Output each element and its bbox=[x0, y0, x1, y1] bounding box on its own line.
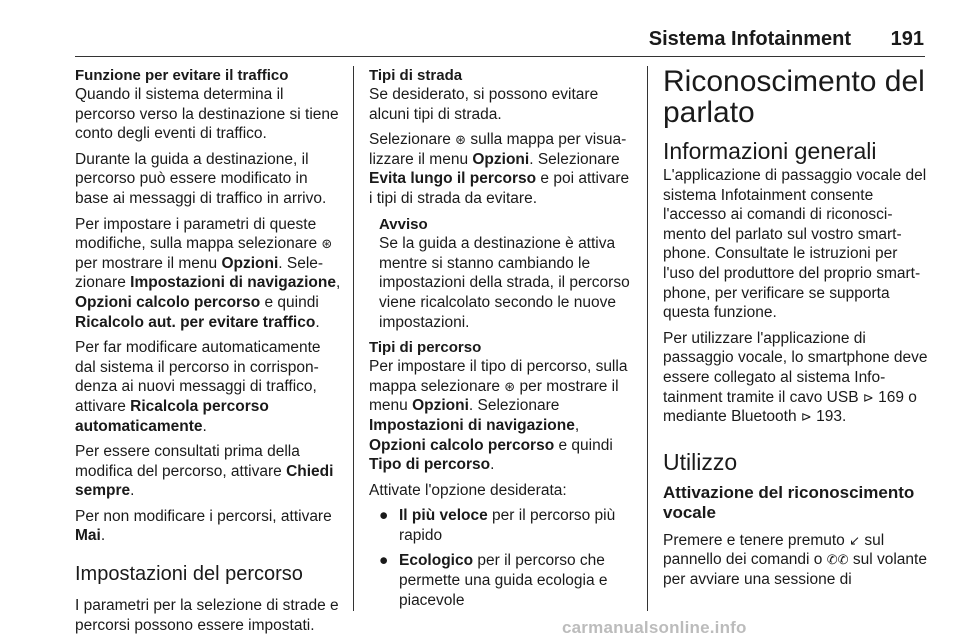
paragraph: Per far modificare automaticamente dal sistema il percorso in corrispon-denza ai nuovi messaggi di traffico, attivare Ricalcola percorso automaticamente. bbox=[75, 339, 321, 435]
activation-heading: Attivazione del riconoscimento vocale bbox=[663, 482, 915, 522]
page-ref-icon: ⊳ bbox=[862, 389, 874, 405]
route-types-heading: Tipi di percorso bbox=[369, 339, 482, 357]
page-ref-icon: ⊳ bbox=[800, 409, 812, 425]
steering-voice-icon: ✆✆ bbox=[826, 552, 849, 568]
page-number: 191 bbox=[890, 28, 924, 50]
paragraph: Premere e tenere premuto ↙ sul pannello dei comandi o ✆✆ sul volante per avviare una sessione di bbox=[663, 531, 927, 588]
paragraph: Per essere consultati prima della modifica del percorso, attivare Chiedi sempre. bbox=[75, 443, 334, 500]
paragraph: Selezionare ⊛ sulla mappa per visua-lizzare il menu Opzioni. Selezionare Evita lungo il percorso e poi attivare i tipi di strada da evitare. bbox=[369, 131, 630, 207]
gear-icon: ⊛ bbox=[321, 236, 333, 252]
bullet-icon: ● bbox=[379, 507, 389, 525]
section-title: Riconoscimento del parlato bbox=[663, 65, 925, 129]
paragraph: L'applicazione di passaggio vocale del sistema Infotainment consente l'accesso ai comandi di riconosci-mento del parlato sul vostro smart-phone. Consultate le istruzioni per l'uso del produttore del proprio smart-phone, per verificare se supporta questa funzione. bbox=[663, 167, 927, 322]
header-title: Sistema Infotainment bbox=[648, 28, 851, 50]
column-divider-2 bbox=[647, 66, 648, 611]
notice-box bbox=[379, 215, 633, 333]
column-3 bbox=[663, 66, 933, 596]
notice-label: Avviso bbox=[379, 215, 428, 233]
paragraph: Attivate l'opzione desiderata: bbox=[369, 481, 567, 499]
watermark: carmanualsonline.info bbox=[562, 618, 747, 637]
paragraph: Durante la guida a destinazione, il percorso può essere modificato in base ai messaggi di traffico in arrivo. bbox=[75, 150, 327, 207]
options-list bbox=[369, 506, 633, 610]
road-types-heading: Tipi di strada bbox=[369, 67, 463, 84]
paragraph: Quando il sistema determina il percorso verso la destinazione si tiene conto degli eventi di traffico. bbox=[75, 86, 339, 143]
column-2 bbox=[369, 66, 633, 616]
header-divider bbox=[75, 56, 925, 57]
gear-icon: ⊛ bbox=[504, 378, 516, 394]
page-header bbox=[0, 28, 960, 54]
paragraph: I parametri per la selezione di strade e percorsi possono essere impostati. bbox=[75, 597, 339, 634]
bullet-icon: ● bbox=[379, 552, 389, 570]
voice-button-icon: ↙ bbox=[849, 532, 861, 548]
paragraph: Se desiderato, si possono evitare alcuni tipi di strada. bbox=[369, 86, 599, 123]
usage-heading: Utilizzo bbox=[663, 448, 738, 475]
list-item: ● Il più veloce per il percorso più rapido bbox=[379, 507, 616, 544]
paragraph: Per impostare i parametri di queste modifiche, sulla mappa selezionare ⊛ per mostrare il menu Opzioni. Sele-zionare Impostazioni di navigazione, Opzioni calcolo percorso e quindi Ricalcolo aut. per evitare traffico. bbox=[75, 215, 341, 331]
paragraph: Per impostare il tipo di percorso, sulla mappa selezionare ⊛ per mostrare il menu Opzioni. Selezionare Impostazioni di navigazione, Opzioni calcolo percorso e quindi Tipo di percorso. bbox=[369, 358, 628, 474]
traffic-heading: Funzione per evitare il traffico bbox=[75, 67, 289, 84]
notice-text: Se la guida a destinazione è attiva mentre si stanno cambiando le impostazioni della strada, il percorso viene ricalcolato secondo le nuove impostazioni. bbox=[379, 235, 630, 331]
column-divider-1 bbox=[353, 66, 354, 611]
list-item: ● Ecologico per il percorso che permette una guida ecologia e piacevole bbox=[379, 552, 608, 609]
paragraph: Per non modificare i percorsi, attivare Mai. bbox=[75, 507, 332, 545]
route-settings-heading: Impostazioni del percorso bbox=[75, 563, 303, 586]
column-1 bbox=[75, 66, 343, 641]
paragraph: Per utilizzare l'applicazione di passaggio vocale, lo smartphone deve essere collegato al sistema Info-tainment tramite il cavo USB ⊳ 169 o mediante Bluetooth ⊳ 193. bbox=[663, 329, 928, 426]
general-info-heading: Informazioni generali bbox=[663, 138, 877, 164]
gear-icon: ⊛ bbox=[455, 132, 467, 148]
